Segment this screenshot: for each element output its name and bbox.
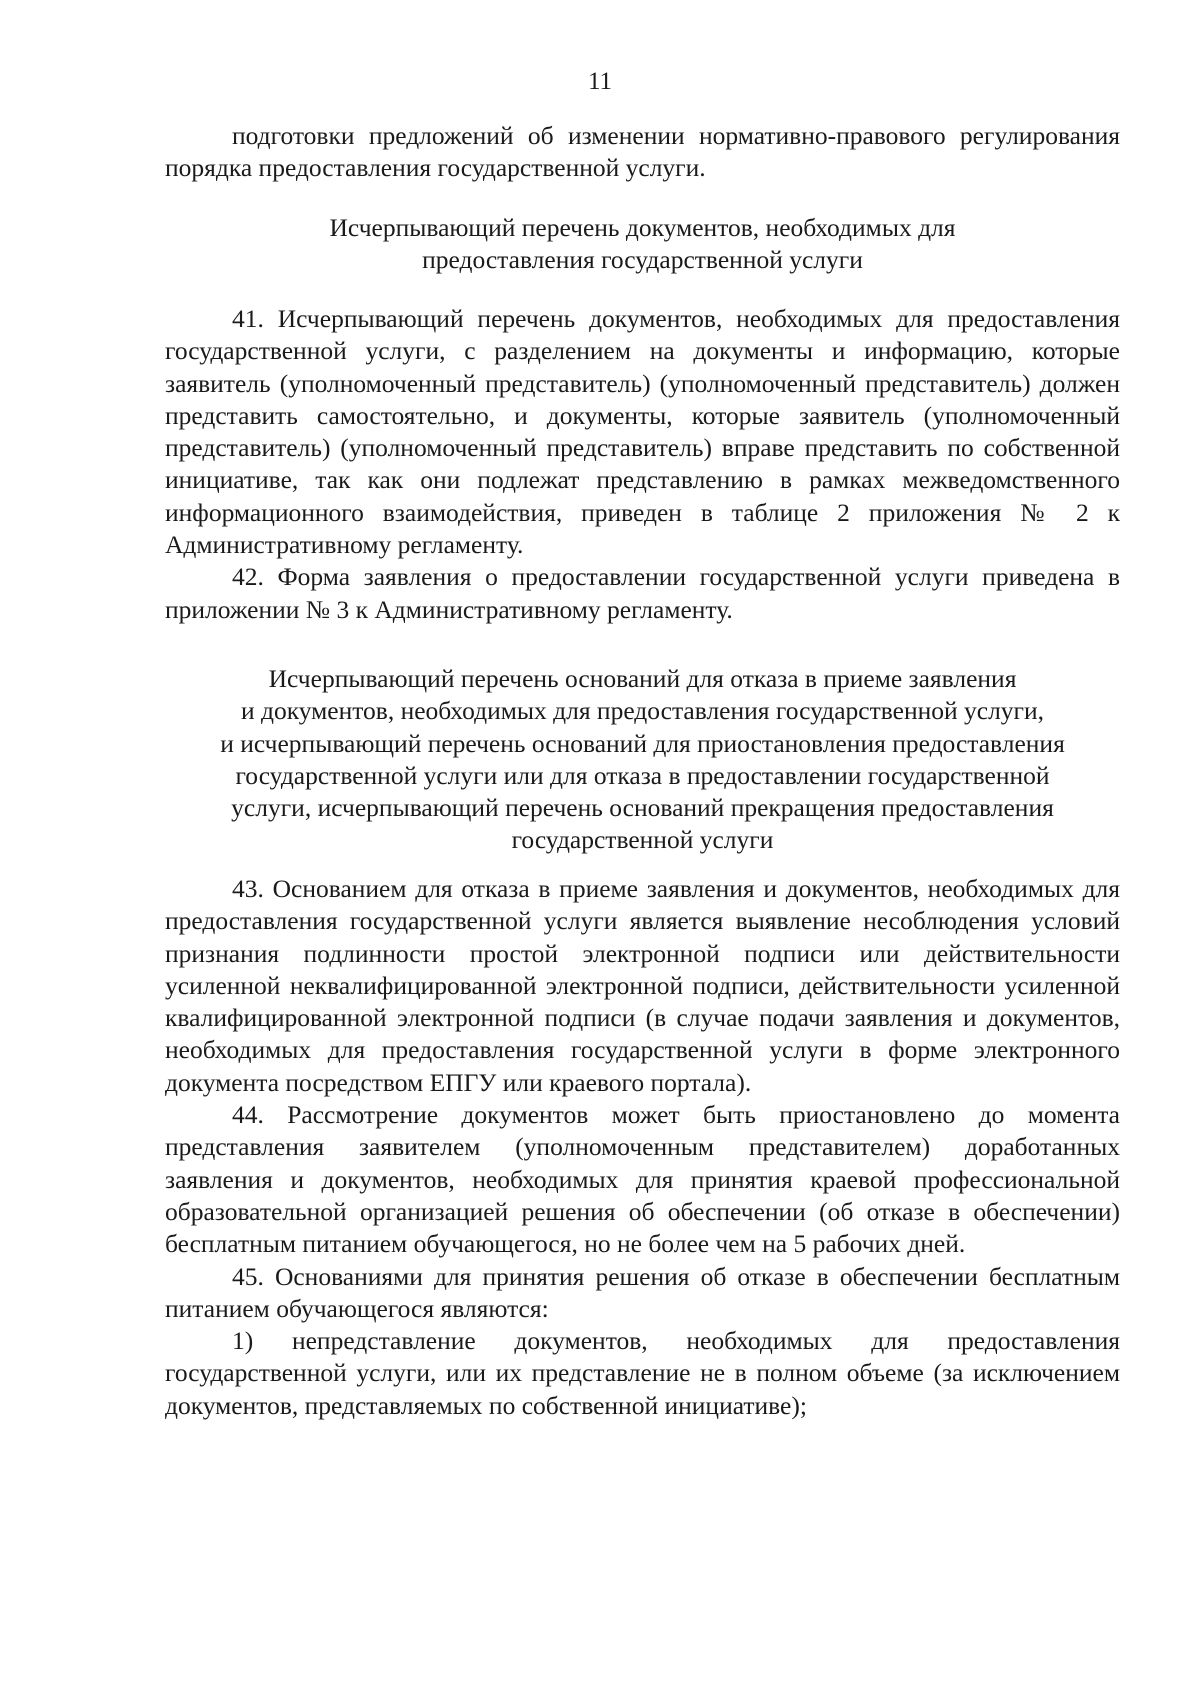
paragraph: подготовки предложений об изменении нормативно-правового регулирования порядка предоставления государственной услуги.: [165, 121, 1120, 183]
section-documents-body: [165, 303, 1120, 626]
continuation-paragraph: [165, 120, 1120, 185]
paragraph-42: 42. Форма заявления о предоставлении государственной услуги приведена в приложении № 3 к Административному регламенту.: [165, 562, 1120, 624]
section-refusal-body: [165, 873, 1120, 1422]
heading-line: государственной услуги: [511, 825, 774, 855]
heading-line: и исчерпывающий перечень оснований для приостановления предоставления: [220, 728, 1065, 758]
page-number: 11: [587, 68, 613, 95]
heading-line: Исчерпывающий перечень оснований для отказа в приеме заявления: [268, 664, 1017, 693]
heading-line: государственной услуги или для отказа в предоставлении государственной: [235, 760, 1050, 790]
paragraph-43: 43. Основанием для отказа в приеме заявления и документов, необходимых для предоставления государственной услуги является выявление несоблюдения условий признания подлинности простой электронной подписи или действительности усиленной неквалифицированной электронной подписи, действительности усиленной квалифицированной электронной подписи (в случае подачи заявления и документов, необходимых для предоставления государственной услуги в форме электронного документа посредством ЕПГУ или краевого портала).: [165, 874, 1120, 1097]
paragraph-45-item-1: 1) непредставление документов, необходимых для предоставления государственной услуги, или их представление не в полном объеме (за исключением документов, представляемых по собственной инициативе);: [165, 1326, 1120, 1420]
paragraph-44: 44. Рассмотрение документов может быть приостановлено до момента представления заявителем (уполномоченным представителем) доработанных заявления и документов, необходимых для принятия краевой профессиональной образовательной организацией решения об обеспечении (об отказе в обеспечении) бесплатным питанием обучающегося, но не более чем на 5 рабочих дней.: [165, 1100, 1120, 1259]
heading-line: услуги, исчерпывающий перечень оснований прекращения предоставления: [231, 793, 1054, 823]
heading-line: предоставления государственной услуги: [422, 245, 863, 275]
heading-line: Исчерпывающий перечень документов, необходимых для: [329, 213, 956, 242]
paragraph-45: 45. Основаниями для принятия решения об отказе в обеспечении бесплатным питанием обучающегося являются:: [165, 1261, 1120, 1323]
section-heading-refusal-grounds: [150, 663, 1135, 857]
section-heading-documents: [150, 212, 1135, 277]
heading-line: и документов, необходимых для предоставления государственной услуги,: [240, 696, 1045, 726]
paragraph-41: 41. Исчерпывающий перечень документов, необходимых для предоставления государственной услуги, с разделением на документы и информацию, которые заявитель (уполномоченный представитель) (уполномоченный представитель) должен представить самостоятельно, и документы, которые заявитель (уполномоченный представитель) (уполномоченный представитель) вправе представить по собственной инициативе, так как они подлежат представлению в рамках межведомственного информационного взаимодействия, приведен в таблице 2 приложения № 2 к Административному регламенту.: [165, 304, 1120, 560]
